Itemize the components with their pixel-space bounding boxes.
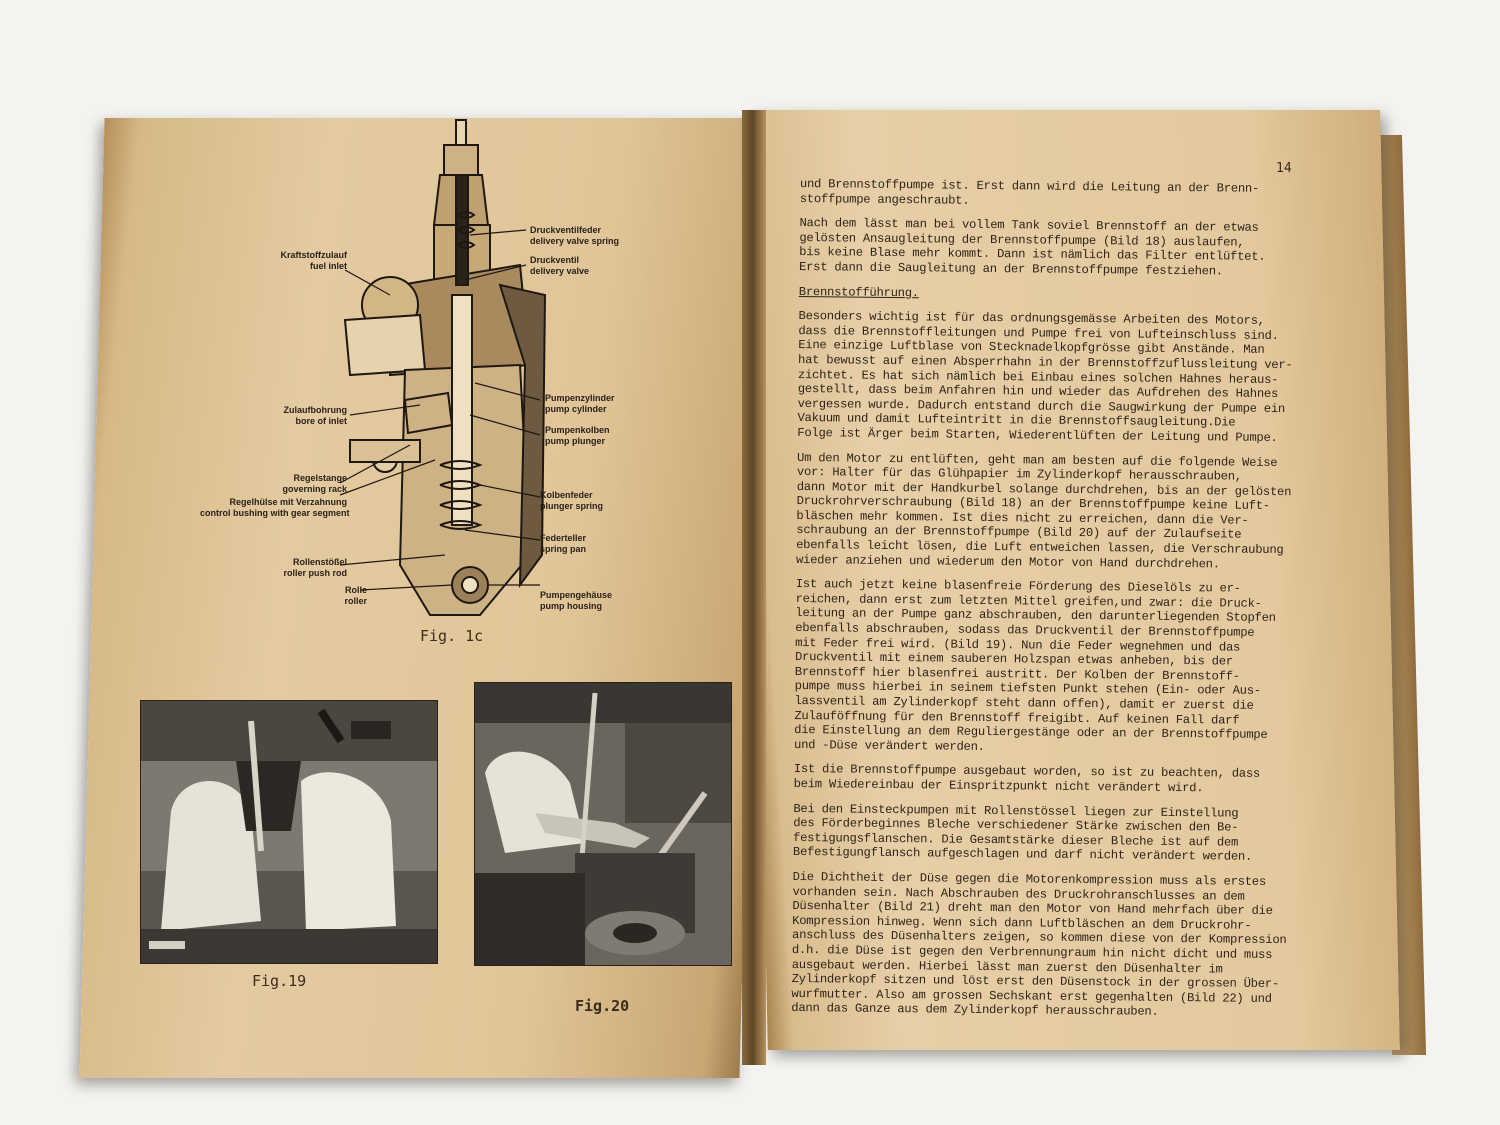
- paragraph: Nach dem lässt man bei vollem Tank soviel Brennstoff an der etwas gelösten Ansaugleitung der Brennstoffpumpe (Bild 18) auslaufen, bis keine Blase mehr kommt. Dann ist nämlich das Filter entlüftet. Erst dann die Saugleitung an der Brennstoffpumpe festziehen.: [798, 216, 1266, 279]
- label-pumpengehaeuse: Pumpengehäuse pump housing: [540, 590, 613, 611]
- paragraph: Ist die Brennstoffpumpe ausgebaut worden, so ist zu beachten, dass beim Wiedereinbau der Einspritzpunkt nicht verändert wird.: [793, 762, 1261, 796]
- label-pumpenkolben: Pumpenkolben pump plunger: [545, 425, 610, 446]
- label-rolle: Rolle roller: [344, 585, 367, 606]
- typed-text-body: [791, 177, 1360, 1032]
- label-druckventil: Druckventil delivery valve: [530, 255, 590, 276]
- paragraph: Bei den Einsteckpumpen mit Rollenstössel liegen zur Einstellung des Förderbeginnes Bleche verschiedener Stärke zwischen den Be- festigungsflanschen. Die Gesamtstärke dieser Bleche ist auf dem Befestigungflansch aufgeschlagen und darf nicht verändert werden.: [792, 801, 1253, 865]
- paragraph: Die Dichtheit der Düse gegen die Motorenkompression muss als erstes vorhanden sein. Nach Abschrauben des Druckrohranschlusses an dem Düsenhalter (Bild 21) dreht man den Motor von Hand mehrfach über die Kompression hinweg. Wenn sich dann Luftbläschen an dem Druckrohr- anschluss des Düsenhalters zeigen, so kommen diese von der Kompression d.h. die Düse ist gegen den Verbrennungraum hin nicht dicht und muss ausgebaut werden. Hierbei lässt man zuerst den Düsenhalter im Zylinderkopf sitzen und löst erst den Düsenstock in der grossen Über- wurfmutter. Also am grossen Sechskant erst gegenhalten (Bild 22) und dann das Ganze aus dem Zylinderkopf herausschrauben.: [791, 869, 1287, 1020]
- paragraph: Besonders wichtig ist für das ordnungsgemässe Arbeiten des Motors, dass die Brennstoffleitungen und Pumpe frei von Lufteinschluss sind. Eine einzige Luftblase von Stecknadelkopfgrösse gibt Anstände. Man hat bewusst auf einen Absperrhahn in der Brennstoffzuflussleitung ver- zichtet. Es hat sich nämlich bei Einbau eines solchen Hahnes heraus- gestellt, dass beim Anfahren hin und wieder das Aufdrehen des Hahnes vergessen wurde. Dadurch entstand durch die Saugwirkung der Pumpe ein Vakuum und damit Lufteintritt in die Brennstoffsaugleitung.Die Folge ist Ärger beim Starten, Wiederentlüften der Leitung und Pumpe.: [797, 309, 1293, 445]
- caption-fig-20: Fig.20: [575, 997, 630, 1015]
- label-federteller: Federteller spring pan: [540, 533, 587, 554]
- paragraph: und Brennstoffpumpe ist. Erst dann wird die Leitung an der Brenn- stoffpumpe angeschraubt.: [799, 177, 1260, 208]
- label-regelstange: Regelstange governing rack: [282, 473, 347, 494]
- caption-fig-1c: Fig. 1c: [420, 627, 484, 645]
- label-kolbenfeder: Kolbenfeder plunger spring: [540, 490, 603, 511]
- label-rollenstoessel: Rollenstößel roller push rod: [283, 557, 347, 578]
- photo-fig-19: [140, 700, 438, 964]
- section-heading: Brennstofführung.: [798, 284, 919, 300]
- label-druckventilfeder: Druckventilfeder delivery valve spring: [530, 225, 620, 246]
- book-gutter: [742, 110, 766, 1065]
- paragraph: Ist auch jetzt keine blasenfreie Förderung des Dieselöls zu er- reichen, dann erst zum letzten Mittel greifen,und zwar: die Druck- leitung an der Pumpe ganz abschrauben, den darunterliegenden Stopfen ebenfalls abschrauben, sodass das Druckventil der Brennstoffpumpe mit Feder frei wird. (Bild 19). Nun die Feder wegnehmen und das Druckventil mit einem sauberen Holzspan etwas anheben, bis der Brennstoff hier blasenfrei austritt. Der Kolben der Brennstoff- pumpe muss hierbei in seinem tiefsten Punkt stehen (Ein- oder Aus- lassventil am Zylinderkopf steht dann offen), damit er zuerst die Zulauföffnung für den Brennstoff freigibt. Auf keinen Fall darf die Einstellung an dem Reguliergestänge oder an der Brennstoffpumpe und -Düse verändert werden.: [793, 577, 1276, 754]
- label-pumpenzylinder: Pumpenzylinder pump cylinder: [545, 393, 615, 414]
- label-zulaufbohrung: Zulaufbohrung bore of inlet: [283, 405, 347, 426]
- photo-fig-20: [474, 682, 732, 966]
- label-regelhuelse: Regelhülse mit Verzahnung control bushing with gear segment: [200, 497, 350, 518]
- paragraph: Um den Motor zu entlüften, geht man am besten auf die folgende Weise vor: Halter für das Glühpapier im Zylinderkopf herausschrauben, dann Motor mit der Handkurbel solange durchdrehen, bis an der gelösten Druckrohrverschraubung (Bild 18) an der Brennstoffpumpe keine Luft- bläschen mehr kommen. Ist dies nicht zu erreichen, dann die Ver- schraubung an der Brennstoffpumpe (Bild 20) auf der Zulaufseite ebenfalls leicht lösen, die Luft entweichen lassen, die Verschraubung wieder anziehen und wiederum den Motor von Hand durchdrehen.: [795, 450, 1292, 572]
- page-number: 14: [1276, 161, 1292, 176]
- label-kraftstoffzulauf: Kraftstoffzulauf fuel inlet: [280, 250, 347, 271]
- caption-fig-19: Fig.19: [252, 972, 307, 990]
